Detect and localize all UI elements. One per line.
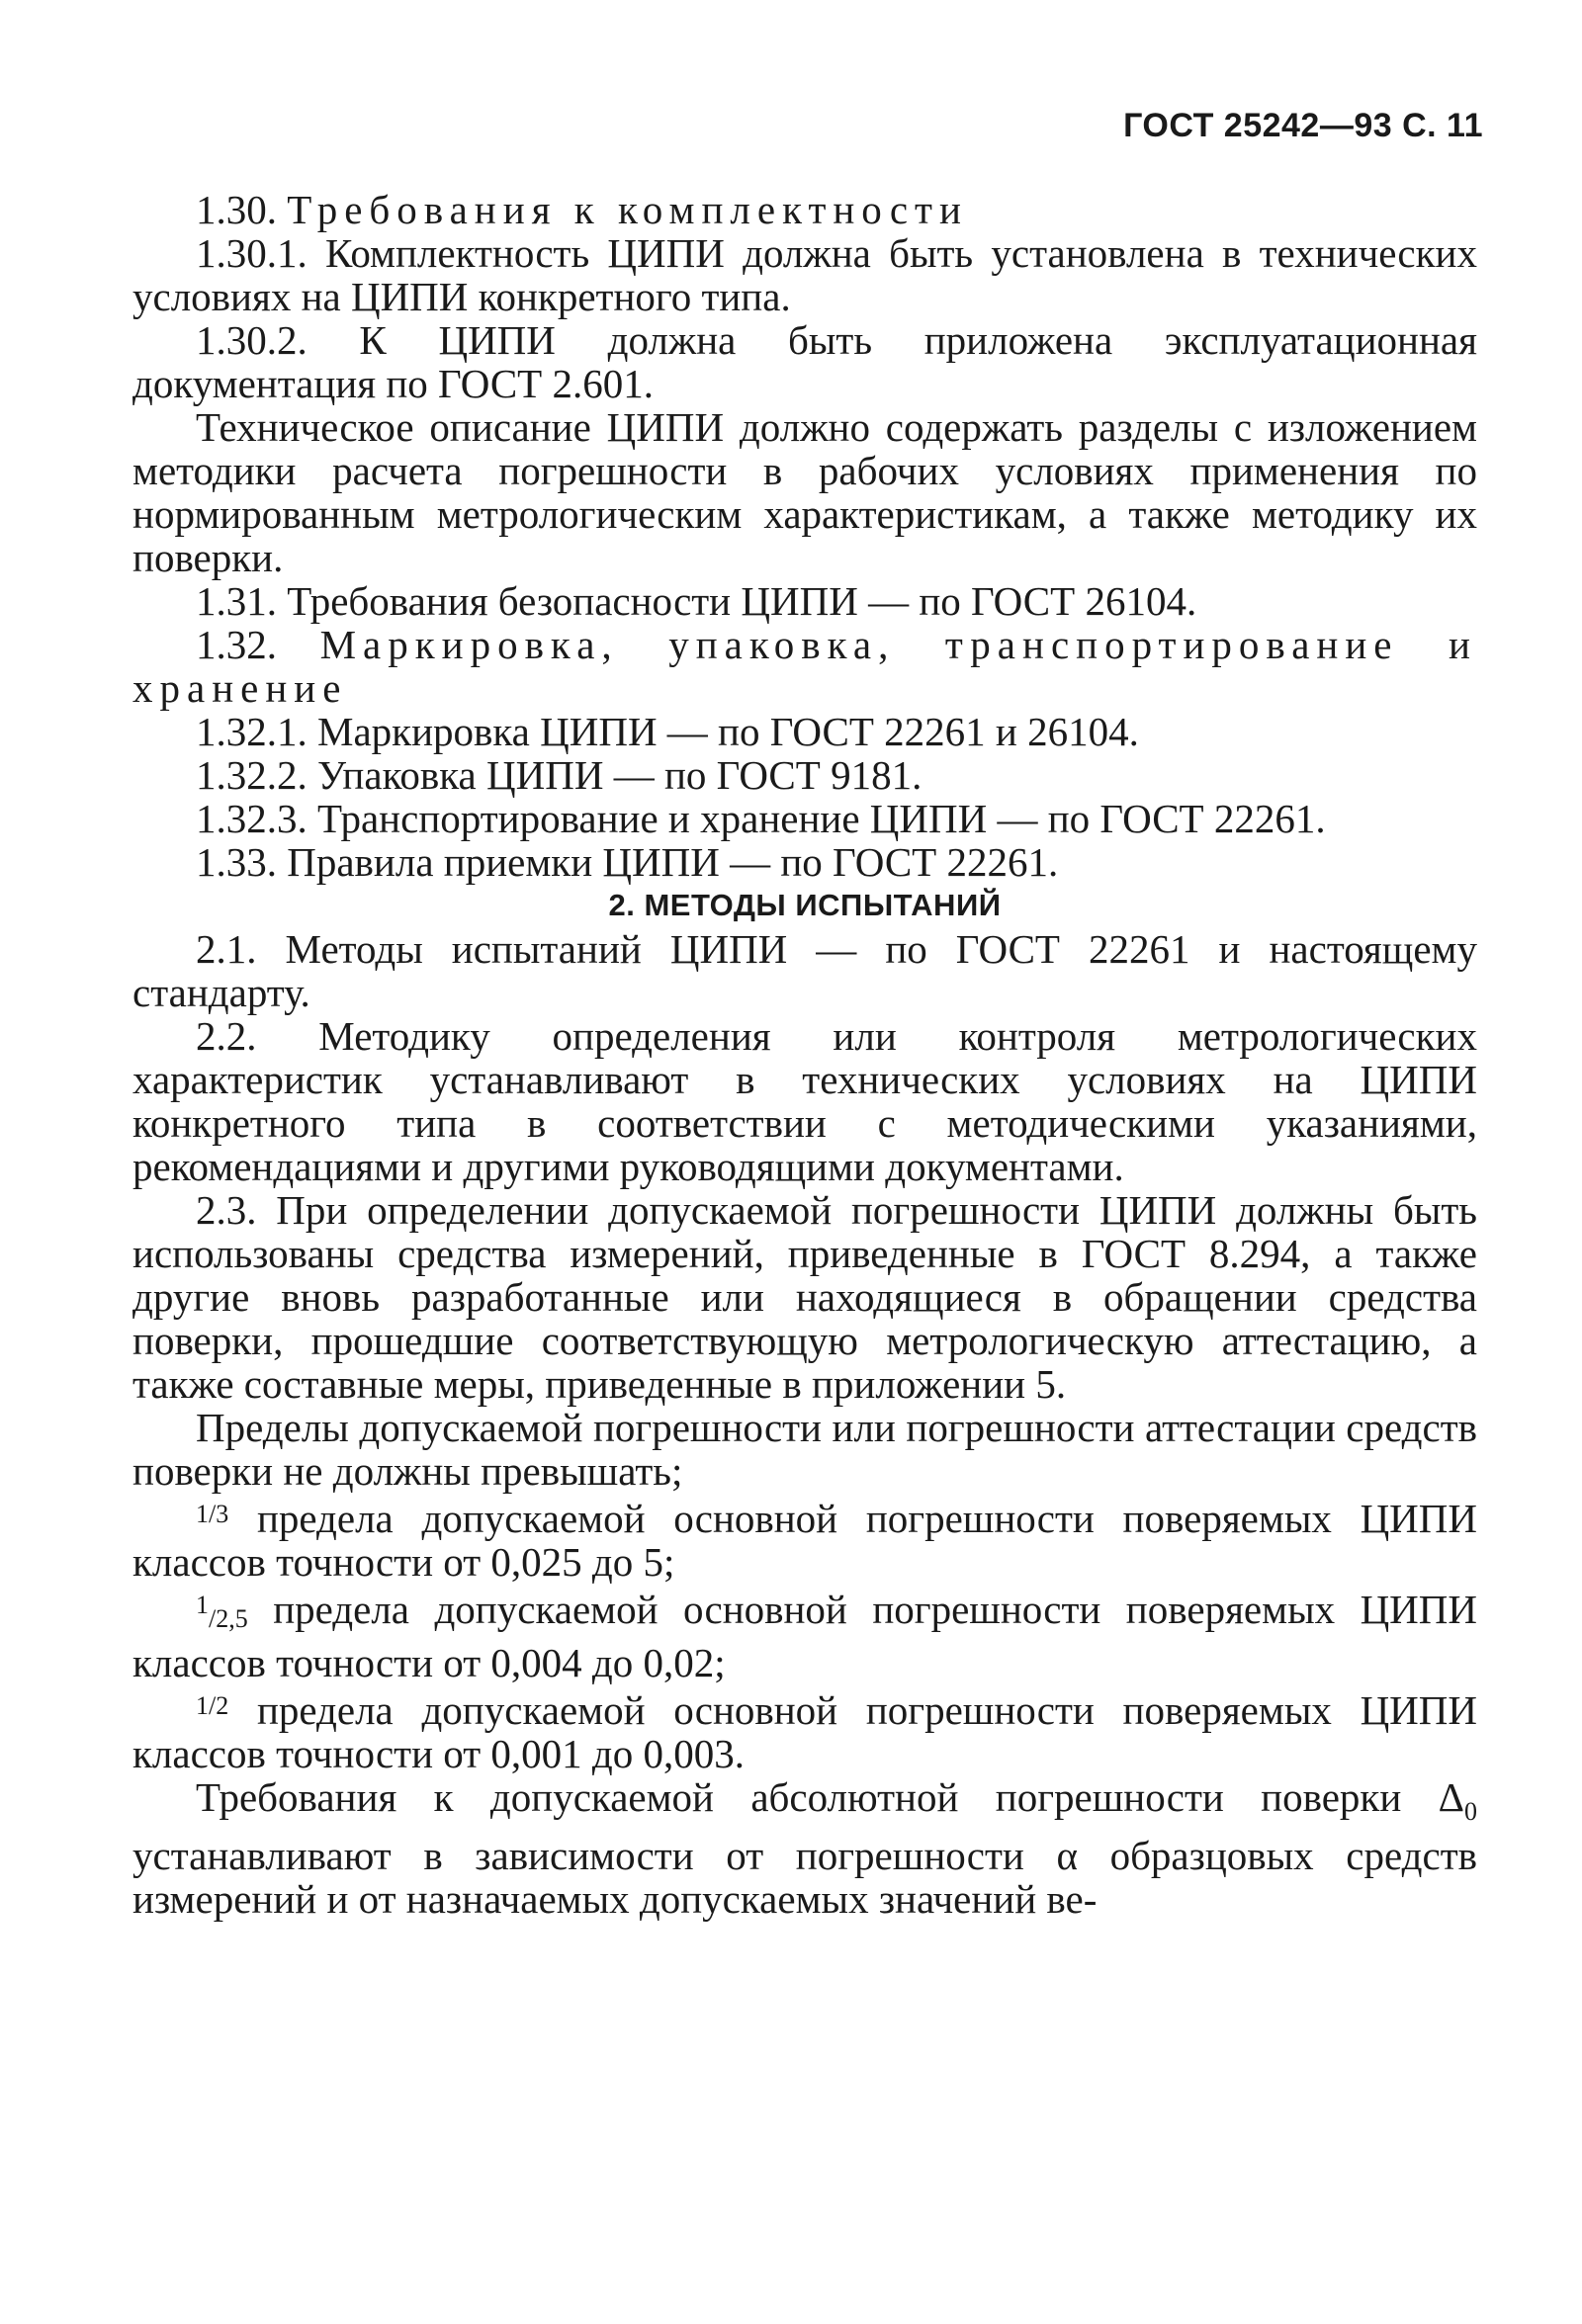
clause-number: 1.32. [196,622,277,667]
page-header: ГОСТ 25242—93 С. 11 [1123,107,1483,144]
fraction: 1/2 [196,1691,229,1720]
paragraph-limits: Пределы допускаемой погрешности или погрешности аттестации средств поверки не должны превышать; [132,1405,1477,1494]
list-item-text: предела допускаемой основной погрешности поверяемых ЦИПИ классов точности от 0,025 до 5; [132,1496,1477,1585]
clause-1-30-1: 1.30.1. Комплектность ЦИПИ должна быть установлена в технических условиях на ЦИПИ конкретного типа. [132,230,1477,319]
fraction-numerator: 1 [196,1591,209,1619]
clause-1-32-1: 1.32.1. Маркировка ЦИПИ — по ГОСТ 22261 и 26104. [196,709,1139,754]
fraction: 1/3 [196,1500,229,1528]
clause-2-2: 2.2. Методику определения или контроля метрологических характеристик устанавливают в технических условиях на ЦИПИ конкретного типа в соответствии с методическими указаниями, рекомендациями и другими руководящими документами. [132,1013,1477,1189]
clause-1-32-2: 1.32.2. Упаковка ЦИПИ — по ГОСТ 9181. [196,752,923,798]
list-item-fraction-2: $^1$/2,5 предела допускаемой основной погрешности поверяемых ЦИПИ классов точности от 0,004 до 0,02; [132,1587,1477,1685]
fraction-denominator: 2,5 [216,1604,248,1633]
clause-1-30-2: 1.30.2. К ЦИПИ должна быть приложена эксплуатационная документация по ГОСТ 2.601. [132,317,1477,406]
clause-1-32-3: 1.32.3. Транспортирование и хранение ЦИПИ — по ГОСТ 22261. [196,796,1326,841]
requirements-text-a: Требования к допускаемой абсолютной погрешности поверки [196,1774,1402,1820]
clause-1-33: 1.33. Правила приемки ЦИПИ — по ГОСТ 22261. [196,839,1059,885]
document-body [132,188,1477,1921]
list-item-fraction-3 [132,1684,1477,1775]
list-item-text: предела допускаемой основной погрешности поверяемых ЦИПИ классов точности от 0,004 до 0,02; [132,1587,1477,1685]
paragraph-tech-description: Техническое описание ЦИПИ должно содержать разделы с изложением методики расчета погрешности в рабочих условиях применения по нормированным метрологическим характеристикам, а также методику их поверки. [132,404,1477,580]
list-item-fraction-1 [132,1493,1477,1584]
list-item-text: предела допускаемой основной погрешности поверяемых ЦИПИ классов точности от 0,001 до 0,003. [132,1687,1477,1776]
clause-2-3: 2.3. При определении допускаемой погрешности ЦИПИ должны быть использованы средства измерений, приведенные в ГОСТ 8.294, а также другие вновь разработанные или находящиеся в обращении средства поверки, прошедшие соответствующую метрологическую аттестацию, а также составные меры, приведенные в приложении 5. [132,1187,1477,1407]
requirements-text-b: устанавливают в зависимости от погрешности α образцовых средств измерений и от назначаемых допускаемых значений ве- [132,1833,1477,1923]
clause-1-30-heading [132,188,1477,231]
clause-1-32-heading [132,623,1477,710]
delta-symbol: Δ [1438,1774,1465,1820]
clause-title: Требования к комплектности [287,187,968,232]
clause-2-1: 2.1. Методы испытаний ЦИПИ — по ГОСТ 22261 и настоящему стандарту. [132,926,1477,1015]
clause-number: 1.30. [196,187,277,232]
paragraph-requirements [132,1775,1477,1921]
delta-subscript: 0 [1464,1797,1478,1827]
clause-title: Маркировка, упаковка, транспортирование и хранение [132,622,1477,711]
clause-1-31: 1.31. Требования безопасности ЦИПИ — по ГОСТ 26104. [196,578,1197,624]
section-2-title: 2. МЕТОДЫ ИСПЫТАНИЙ [608,888,1002,922]
